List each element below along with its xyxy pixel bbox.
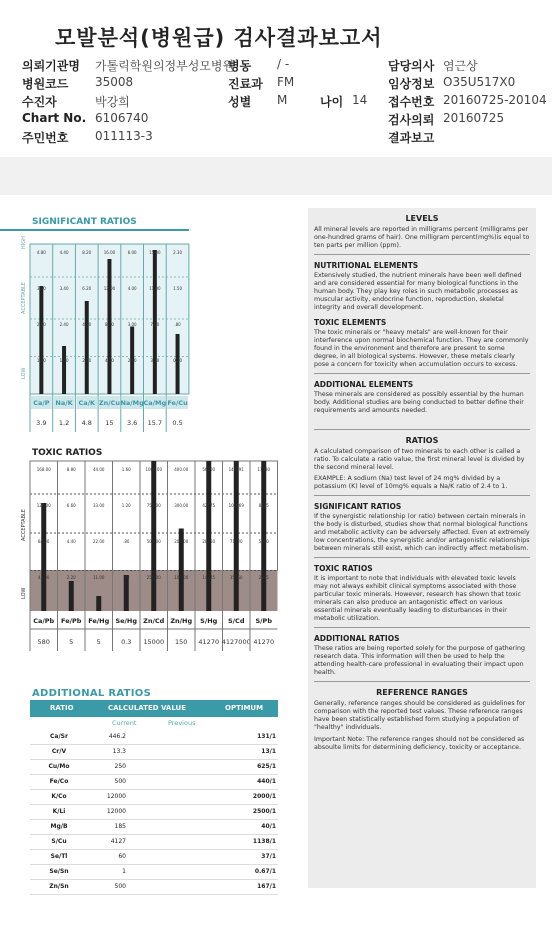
sig-tick: 0.20 xyxy=(173,358,183,363)
tox-value: 15000 xyxy=(143,638,165,646)
tox-tick: 11.00 xyxy=(93,575,105,580)
tox-tick: 71120 xyxy=(229,539,243,544)
sig-zone-label: LOW xyxy=(21,367,27,379)
table-row xyxy=(30,849,278,864)
tox-zone-label: ACCEPTABLE xyxy=(21,509,27,541)
sig-value: 15 xyxy=(105,419,114,427)
ratio-cell: Se/Tl xyxy=(30,849,88,864)
optimum-cell: 40/1 xyxy=(208,819,278,834)
levels-heading: LEVELS xyxy=(405,214,439,223)
header-value: 20160725 xyxy=(443,111,505,125)
tox-tick: 35560 xyxy=(229,575,243,580)
optimum-cell: 625/1 xyxy=(208,759,278,774)
ratios-text: A calculated comparison of two minerals to each other is called a ratio. To calculate a ratio value, the first mineral level is divided by the second mineral level. xyxy=(314,448,525,471)
tox-tick: 44.00 xyxy=(93,467,105,472)
table-row xyxy=(30,819,278,834)
sig-tick: 2.20 xyxy=(82,358,92,363)
tox-tick: 28450 xyxy=(202,539,216,544)
info-panel xyxy=(308,208,536,888)
header-label: 의뢰기관명 xyxy=(22,59,80,73)
previous-value-cell xyxy=(128,744,208,759)
tox-value: 4127000 xyxy=(221,638,251,646)
header-label: 담당의사 xyxy=(388,59,435,73)
additional-ratios-heading: ADDITIONAL RATIOS xyxy=(314,634,400,643)
ratio-cell: Fe/Co xyxy=(30,774,88,789)
tox-tick: 11380 xyxy=(257,467,271,472)
header-label: 진료과 xyxy=(228,77,263,91)
sig-tick: 6.00 xyxy=(127,250,137,255)
sig-tick: 3.40 xyxy=(59,286,69,291)
sig-tick: 1.60 xyxy=(36,358,46,363)
tox-tick: 168.00 xyxy=(36,467,51,472)
tox-tick: 5690 xyxy=(258,539,269,544)
additional-ratios-table xyxy=(30,729,278,895)
tox-value: 41270 xyxy=(253,638,275,646)
important-note: Important Note: The reference ranges should not be considered as absoulte limits for determining deficiency, toxicity or acceptance. xyxy=(314,736,525,751)
current-value-cell: 500 xyxy=(88,879,128,894)
tox-tick: 300.00 xyxy=(174,503,189,508)
header-label: 검사의뢰 xyxy=(388,113,435,127)
previous-value-cell xyxy=(128,879,208,894)
ratio-cell: Cu/Mo xyxy=(30,759,88,774)
sig-bar xyxy=(176,334,180,394)
sig-tick: 8.20 xyxy=(82,250,92,255)
header-value: 14 xyxy=(352,93,368,107)
sig-tick: 2.40 xyxy=(59,322,69,327)
optimum-cell: 167/1 xyxy=(208,879,278,894)
sig-tick: 4.20 xyxy=(82,322,92,327)
sig-ratio-label: Ca/Mg xyxy=(143,399,167,407)
previous-value-cell xyxy=(128,864,208,879)
sig-ratio-label: Ca/K xyxy=(78,399,96,407)
sig-tick: 3.60 xyxy=(36,286,46,291)
tox-bar xyxy=(234,461,239,611)
col-optimum: OPTIMUM xyxy=(225,704,264,712)
header-value: FM xyxy=(277,75,295,89)
header-value: 염근상 xyxy=(443,59,478,73)
col-calculated: CALCULATED VALUE xyxy=(108,704,187,712)
current-value-cell: 185 xyxy=(88,819,128,834)
ratios-heading: RATIOS xyxy=(405,436,439,445)
current-value-cell: 250 xyxy=(88,759,128,774)
current-value-cell: 446.2 xyxy=(88,729,128,744)
optimum-cell: 2500/1 xyxy=(208,804,278,819)
previous-value-cell xyxy=(128,804,208,819)
previous-value-cell xyxy=(128,849,208,864)
header-label: 병원코드 xyxy=(22,77,69,91)
header-value: 20160725-20104 xyxy=(443,93,547,107)
current-value-cell: 4127 xyxy=(88,834,128,849)
ratio-cell: Ca/Sr xyxy=(30,729,88,744)
sig-bar xyxy=(85,301,89,394)
optimum-cell: 13/1 xyxy=(208,744,278,759)
optimum-cell: 0.67/1 xyxy=(208,864,278,879)
optimum-cell: 440/1 xyxy=(208,774,278,789)
tox-bar xyxy=(206,461,211,611)
current-value-cell: 12000 xyxy=(88,804,128,819)
tox-tick: 6.60 xyxy=(66,503,76,508)
additional-ratios-text: These ratios are being reported solely for the purpose of gathering research data. This information will then be used to help the attending health-care professional in evaluating their impact upon health. xyxy=(314,645,525,676)
tox-value: 5 xyxy=(96,638,101,646)
tox-bar xyxy=(96,596,101,611)
header-label: 접수번호 xyxy=(388,95,435,109)
sig-tick: 2.00 xyxy=(127,358,137,363)
sig-tick: 1.40 xyxy=(59,358,69,363)
sig-tick: 3.00 xyxy=(150,358,160,363)
ratio-cell: Cr/V xyxy=(30,744,88,759)
sig-tick: 16.00 xyxy=(103,250,116,255)
significant-text: If the synergistic relationship (or ratio) between certain minerals in the body is disturbed, studies show that normal biological functions and metabolic activity can be adversely affected. Even at extremely low concentrations, the synergistic and/or antagonistic relationships between minerals still exist, which can indirectly affect metabolism. xyxy=(314,513,530,552)
tox-tick: 142291 xyxy=(228,467,244,472)
tox-title: TOXIC RATIOS xyxy=(32,448,103,458)
tox-ratio-label: Fe/Hg xyxy=(88,617,110,625)
current-value-cell: 12000 xyxy=(88,789,128,804)
tox-value: 0.3 xyxy=(121,638,132,646)
table-row xyxy=(30,744,278,759)
additional-heading: ADDITIONAL ELEMENTS xyxy=(314,380,414,389)
tox-tick: 42675 xyxy=(202,503,216,508)
nutritional-text: Extensively studied, the nutrient minerals have been well defined and are considered essential for many biological functions in the human body. They play key roles in such metabolic processes as muscular activity, endocrine function, reproduction, skeletal integrity and overall development. xyxy=(314,272,522,311)
sig-tick: 12.00 xyxy=(103,286,116,291)
tox-value: 41270 xyxy=(198,638,220,646)
sig-tick: 2.30 xyxy=(173,250,183,255)
tox-zone-label: LOW xyxy=(21,587,27,599)
ratios-example: EXAMPLE: A sodium (Na) test level of 24 mg% divided by a potassium (K) level of 10mg% equals a Na/K ratio of 2.4 to 1. xyxy=(314,475,508,490)
tox-tick: .40 xyxy=(123,575,130,580)
sig-value: 4.8 xyxy=(81,419,92,427)
toxic-ratios-text: It is important to note that individuals with elevated toxic levels may not always exhibit clinical symptoms associated with those particular toxic minerals. However, research has shown that toxic minerals can also produce an antagonistic effect on various essential minerals eventually leading to disturbances in their metabolic utilization. xyxy=(314,575,521,622)
nutritional-heading: NUTRITIONAL ELEMENTS xyxy=(314,261,419,270)
tox-tick: 250.00 xyxy=(146,575,161,580)
tox-tick: 106669 xyxy=(228,503,244,508)
reference-text: Generally, reference ranges should be considered as guidelines for comparison with the reported test values. These reference ranges have been statistically established form studying a population of "healthy" individuals. xyxy=(314,700,526,731)
optimum-cell: 131/1 xyxy=(208,729,278,744)
header-label: 수진자 xyxy=(22,95,57,109)
tox-ratio-label: S/Cd xyxy=(228,617,245,625)
table-row xyxy=(30,834,278,849)
header-label: 임상정보 xyxy=(388,77,435,91)
sig-tick: 4.80 xyxy=(36,250,46,255)
sig-ratio-label: Zn/Cu xyxy=(98,399,121,407)
tox-ratio-label: S/Pb xyxy=(255,617,272,625)
header-value: O35U517X0 xyxy=(443,75,516,89)
header-value: 6106740 xyxy=(95,111,149,125)
current-value-cell: 1 xyxy=(88,864,128,879)
sig-value: 3.6 xyxy=(126,419,138,427)
toxic-ratios-heading: TOXIC RATIOS xyxy=(314,564,373,573)
sig-value: 3.9 xyxy=(36,419,47,427)
current-value-cell: 13.3 xyxy=(88,744,128,759)
sig-tick: 4.00 xyxy=(127,286,137,291)
tox-tick: 8.80 xyxy=(66,467,76,472)
additional-table-header xyxy=(30,700,278,717)
table-row xyxy=(30,804,278,819)
tox-tick: 22.00 xyxy=(93,539,105,544)
tox-ratio-label: S/Hg xyxy=(200,617,218,625)
sig-title: SIGNIFICANT RATIOS xyxy=(32,217,137,227)
previous-value-cell xyxy=(128,759,208,774)
sig-tick: 4.40 xyxy=(59,250,69,255)
sig-tick: 2.40 xyxy=(36,322,46,327)
toxic-text: The toxic minerals or "heavy metals" are well-known for their interference upon normal biochemical function. They are commonly found in the environment and therefore are present to some degree, in all biological systems. However, these metals clearly pose a concern for toxicity when accumulation occurs to excess. xyxy=(314,329,529,368)
ratio-cell: Se/Sn xyxy=(30,864,88,879)
table-row xyxy=(30,879,278,894)
sig-ratio-label: Ca/P xyxy=(33,399,50,407)
tox-tick: 14225 xyxy=(202,575,216,580)
tox-tick: 500.00 xyxy=(146,539,161,544)
tox-ratio-label: Ca/Pb xyxy=(33,617,55,625)
tox-ratio-label: Zn/Cd xyxy=(143,617,165,625)
tox-tick: 750.00 xyxy=(146,503,161,508)
previous-value-cell xyxy=(128,729,208,744)
tox-tick: 126.00 xyxy=(36,503,51,508)
header-value: 35008 xyxy=(95,75,134,89)
previous-value-cell xyxy=(128,819,208,834)
ratio-cell: K/Co xyxy=(30,789,88,804)
sig-tick: 1.50 xyxy=(173,286,183,291)
tox-tick: 1.20 xyxy=(121,503,131,508)
sig-tick: .80 xyxy=(174,322,181,327)
levels-text: All mineral levels are reported in milligrams percent (milligrams per one-hundred grams of hair). One milligram percent(mg%)is equal to ten parts per million (ppm). xyxy=(314,226,530,249)
tox-tick: 1000.00 xyxy=(145,467,163,472)
tox-bar xyxy=(261,461,266,611)
tox-tick: 56900 xyxy=(202,467,216,472)
sig-bar xyxy=(39,286,43,394)
header-label: 결과보고 xyxy=(388,131,435,145)
sig-value: 1.2 xyxy=(58,419,70,427)
header-label: 나이 xyxy=(320,95,344,109)
sig-tick: 11.00 xyxy=(149,286,161,291)
sig-zone-label: HIGH xyxy=(21,236,27,249)
table-row xyxy=(30,759,278,774)
sig-tick: 15.00 xyxy=(149,250,161,255)
tox-value: 150 xyxy=(175,638,188,646)
sig-tick: 4.00 xyxy=(104,358,114,363)
tox-tick: 400.00 xyxy=(174,467,189,472)
sig-tick: 6.20 xyxy=(82,286,92,291)
tox-tick: 1.60 xyxy=(121,467,131,472)
ratio-cell: K/Li xyxy=(30,804,88,819)
tox-tick: 2.20 xyxy=(66,575,76,580)
toxic-heading: TOXIC ELEMENTS xyxy=(314,318,387,327)
tox-tick: 8535 xyxy=(258,503,269,508)
significant-heading: SIGNIFICANT RATIOS xyxy=(314,502,402,511)
sig-tick: 3.00 xyxy=(127,322,137,327)
report-title: 모발분석(병원급) 검사결과보고서 xyxy=(55,26,383,50)
tox-tick: 4.40 xyxy=(66,539,76,544)
header-label: 병동 xyxy=(228,59,252,73)
header-value: 박강희 xyxy=(95,95,130,109)
ratio-cell: Zn/Sn xyxy=(30,879,88,894)
sig-ratio-label: Na/Mg xyxy=(120,399,144,407)
sig-ratio-label: Na/K xyxy=(55,399,73,407)
tox-tick: 2845 xyxy=(258,575,269,580)
toxic-ratios-chart xyxy=(0,443,290,668)
reference-heading: REFERENCE RANGES xyxy=(376,688,468,697)
tox-bar xyxy=(69,581,74,611)
table-row xyxy=(30,729,278,744)
tox-tick: 42.00 xyxy=(38,575,50,580)
tox-tick: 100.00 xyxy=(174,575,189,580)
table-row xyxy=(30,774,278,789)
tox-tick: 33.00 xyxy=(93,503,105,508)
header-label: 주민번호 xyxy=(22,131,69,145)
significant-ratios-chart xyxy=(0,210,290,450)
optimum-cell: 2000/1 xyxy=(208,789,278,804)
tox-ratio-label: Fe/Pb xyxy=(61,617,82,625)
col-ratio: RATIO xyxy=(50,704,74,712)
sig-tick: 7.00 xyxy=(150,322,160,327)
tox-value: 580 xyxy=(37,638,50,646)
header-label: Chart No. xyxy=(22,111,87,125)
tox-ratio-label: Se/Hg xyxy=(115,617,138,625)
optimum-cell: 1138/1 xyxy=(208,834,278,849)
tox-ratio-label: Zn/Hg xyxy=(170,617,193,625)
previous-value-cell xyxy=(128,789,208,804)
tox-bar xyxy=(41,503,46,611)
ratio-cell: S/Cu xyxy=(30,834,88,849)
previous-value-cell xyxy=(128,834,208,849)
tox-tick: .80 xyxy=(123,539,130,544)
sub-previous: Previous xyxy=(168,719,196,727)
current-value-cell: 60 xyxy=(88,849,128,864)
sig-zone-label: ACCEPTABLE xyxy=(21,282,27,314)
sub-current: Current xyxy=(112,719,137,727)
sig-tick: 8.00 xyxy=(104,322,114,327)
table-row xyxy=(30,864,278,879)
sig-bar xyxy=(62,346,66,394)
header-value: 011113-3 xyxy=(95,129,153,143)
header-value: 가톨릭학원의정부성모병원 xyxy=(95,59,235,73)
additional-ratios-title: ADDITIONAL RATIOS xyxy=(32,688,152,699)
tox-tick: 84.00 xyxy=(38,539,50,544)
previous-value-cell xyxy=(128,774,208,789)
tox-tick: 200.00 xyxy=(174,539,189,544)
tox-value: 5 xyxy=(69,638,74,646)
header-value: M xyxy=(277,93,288,107)
sig-ratio-label: Fe/Cu xyxy=(167,399,188,407)
additional-text: These minerals are considered as possibly essential by the human body. Additional studies are being conducted to better define their requirements and amounts needed. xyxy=(314,391,524,414)
sig-value: 0.5 xyxy=(172,419,183,427)
sig-value: 15.7 xyxy=(147,419,163,427)
tox-bar xyxy=(151,461,156,611)
divider-band xyxy=(0,157,552,195)
tox-bar xyxy=(124,575,129,611)
header-label: 성별 xyxy=(228,95,252,109)
ratio-cell: Mg/B xyxy=(30,819,88,834)
table-row xyxy=(30,789,278,804)
header-value: / - xyxy=(277,57,290,71)
optimum-cell: 37/1 xyxy=(208,849,278,864)
current-value-cell: 500 xyxy=(88,774,128,789)
